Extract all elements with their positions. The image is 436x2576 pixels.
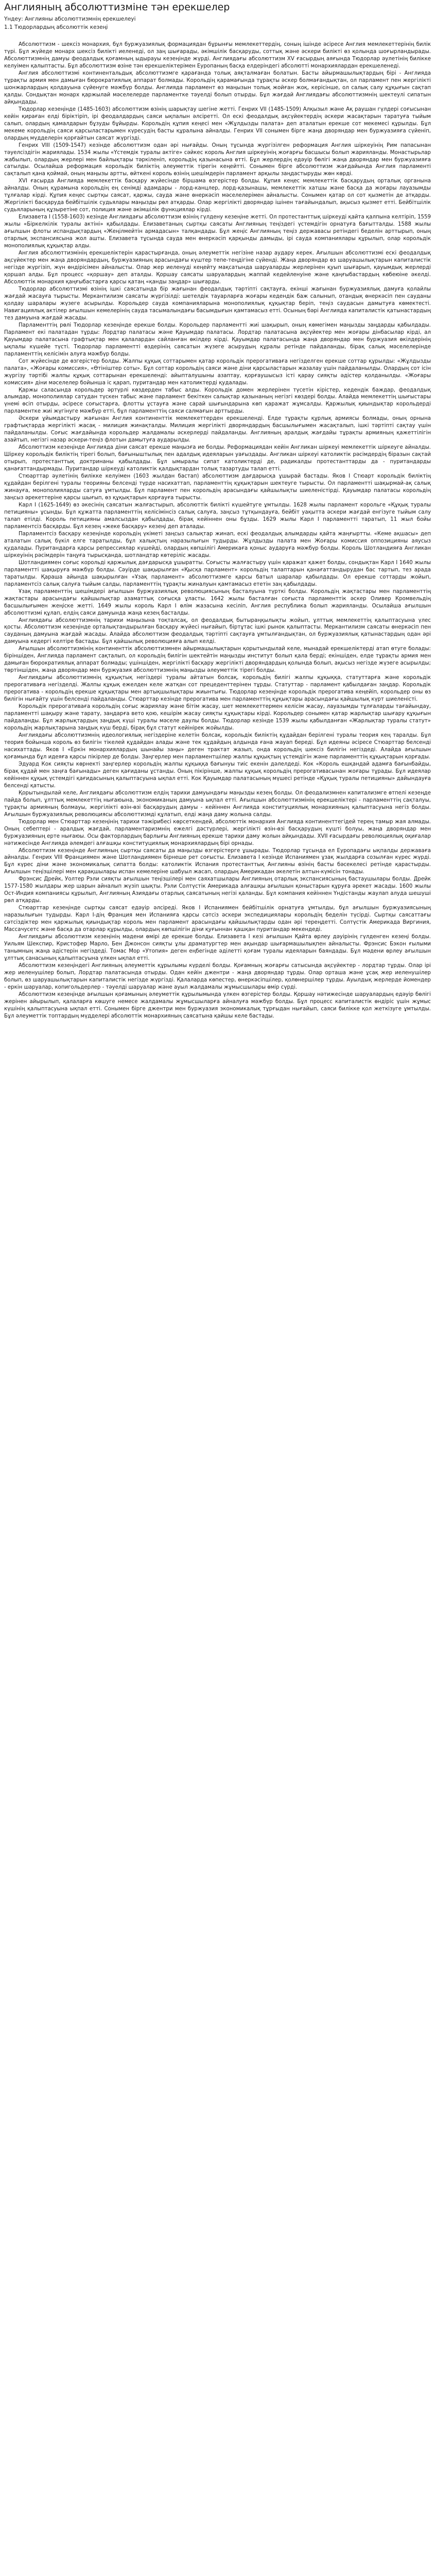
paragraph: Абсолюттизм кезеңіндегі Англияның әлеуметтік құрылымы күрделі болды. Қоғамның жоғарғы сатысында ақсүйектер - лордтар тұрды. Олар ірі жер иеленушілер болып, Лордтар палатасында отырды. Одан кейін джентри - жаңа дворяндар тұрды. Олар орташа және ұсақ жер иеленушілер болып, өз шаруашылықтарын капиталистік негізде жүргізді. Қалаларда көпестер, өнеркәсіпшілер, қолөнершілер тұрды. Ауылдық жерлерде йомендер - еркін шаруалар, копигольдерлер - тәуелді шаруалар және ауыл жалдамалы жұмысшылары өмір сүрді.: [4, 963, 431, 990]
paragraph: Англиядағы абсолюттизмнің идеологиялық негіздеріне келетін болсақ, корольдік биліктің құдайдан берілгені туралы теория кең таралды. Бұл теория бойынша король өз билігін тікелей құдайдан алады және тек құдайдың алдында ғана жауап береді. Бұл идеяны әсіресе Стюарттар белсенді насихаттады. Яков I «Еркін монархиялардың шынайы заңы» деген трактат жазып, онда корольдің шексіз билігін негіздеді. Алайда ағылшын қоғамында бұл идеяға қарсы пікірлер де болды. Заңгерлер мен парламентшілер жалпы құқықтың үстемдігін және парламенттің құқықтарын қорғады.: [4, 733, 431, 760]
paragraph: Абсолюттизм - шексіз монархия, бұл буржуазиялық формациядан бұрынғы мемлекеттердің, соның ішінде әсіресе Англия мемлекеттерінің билік түрі. Бұл жүйеде монарх шексіз билікті иеленеді, ол заң шығарады, әкімшілік басқаруды, соттық және әскери билікті өз қолында шоғырландырады. Абсолюттизмнің дамуы феодалдық қоғамның ыдырауы кезеңінде жүрді. Англиядағы абсолюттизм XV ғасырдың аяғында Тюдорлар әулетінің билікке келуімен қалыптасты. Бұл абсолюттизм өзіне тән ерекшеліктерімен Еуропаның басқа елдеріндегі абсолютті монархиялардан ерекшеленеді.: [4, 42, 431, 69]
paragraph: Генрих VIII (1509-1547) кезінде абсолюттизм одан әрі нығайды. Оның тұсында жүргізілген реформация Англия шіркеуінің Рим папасынан тәуелсіздігін жариялады. 1534 жылы «Үстемдік туралы актіге» сәйкес король Англия шіркеуінің жоғарғы басшысы болып жарияланды. Монастырьлар жабылып, олардың жерлері мен байлықтары тәркіленіп, корольдің қазынасына өтті. Бұл жерлердің едәуір бөлігі жаңа дворяндар мен буржуазияға сатылды. Осылайша реформация корольдік биліктің әлеуметтік тірегін кеңейтті. Сонымен бірге абсолюттизм жағдайында Англия парламенті сақталып қана қоймай, оның маңызы артты, өйткені король өзінің шешімдерін парламент арқылы заңдастыруды жөн көрді.: [4, 142, 431, 177]
paragraph: Әскери ұйымдастыру жағынан Англия континенттік мемлекеттерден ерекшеленді. Елде тұрақты құрлық армиясы болмады, оның орнына графтықтарда жергілікті жасақ - милиция жинақталды. Милиция жергілікті дворяндардың басшылығымен жасақталып, ішкі тәртіпті сақтау үшін пайдаланылды. Соғыс жағдайында корольдер жалдамалы әскерлерді пайдаланды. Англияның аралдық жағдайы тұрақты армияның қажеттілігін азайтып, негізгі назар әскери-теңіз флотын дамытуға аударылды.: [4, 416, 431, 444]
paragraph: Тюдорлар мен Стюарттар кезеңінің тарихи тәжірибесі көрсеткендей, абсолюттік монархия Англияда континенттегідей терең тамыр жая алмады. Оның себептері - аралдық жағдай, парламентаризмнің ежелгі дәстүрлері, жергілікті өзін-өзі басқарудың күшті болуы, жаңа дворяндар мен буржуазияның ерте нығаюы. Осы факторлардың барлығы Англияның ерекше тарихи даму жолын айқындады. XVII ғасырдағы революциялық оқиғалар нәтижесінде Англияда әлемдегі алғашқы конституциялық монархиялардың бірі орнады.: [4, 819, 431, 846]
paragraph: Шотландиямен соғыс корольді қаржылық дағдарысқа ұшыратты. Соғысты жалғастыру үшін қаражат қажет болды, сондықтан Карл I 1640 жылы парламентті шақыруға мәжбүр болды. Сәуірде шақырылған «Қысқа парламент» корольдің талаптарын қанағаттандырудан бас тартып, тез арада таратылды. Қараша айында шақырылған «Ұзақ парламент» абсолюттизмге қарсы батыл шаралар қабылдады. Ол ерекше соттарды жойып, парламентсіз салық салуға тыйым салды, парламенттің тұрақты жиналуын қамтамасыз ететін заң қабылдады.: [4, 560, 431, 587]
paragraph: Абсолюттизм кезеңінде ағылшын қоғамының әлеуметтік құрылымында үлкен өзгерістер болды. Қоршау нәтижесінде шаруалардың едәуір бөлігі жерінен айырылып, қалаларға көшуге немесе жалдамалы жұмысшыларға айналуға мәжбүр болды. Бұл процесс капиталистік өндіріс үшін жұмыс күшінің қалыптасуына ықпал етті. Сонымен бірге джентри мен буржуазия экономикалық тұрғыдан нығайып, саяси билікке қол жеткізуге ұмтылды. Бұл әлеуметтік топтардың мүдделері абсолюттік монархияның саясатына қайшы келе бастады.: [4, 991, 431, 1019]
paragraph: Карл I (1625-1649) өз әкесінің саясатын жалғастырып, абсолюттік билікті күшейтуге ұмтылды. 1628 жылы парламент корольге «Құқық туралы петицияны» ұсынды. Бұл құжатта парламенттің келісімінсіз салық салуға, заңсыз тұтқындауға, бейбіт уақытта әскери жағдай енгізуге тыйым салу талап етілді. Король петицияны амалсыздан қабылдады, бірақ кейіннен оны бұзды. 1629 жылы Карл I парламентті таратып, 11 жыл бойы парламентсіз басқарды. Бұл кезең «жеке басқару» кезеңі деп аталады.: [4, 502, 431, 530]
paragraph: Англия абсолюттизмінің ерекшеліктерін қарастырғанда, оның әлеуметтік негізіне назар аудару керек. Ағылшын абсолюттизмі ескі феодалдық ақсүйектер мен жаңа дворяндардың, буржуазияның арасындағы күштер тепе-теңдігіне сүйенді. Жаңа дворяндар өз шаруашылықтарын капиталистік негізде жүргізіп, жүн өндірісімен айналысты. Олар жер иеленуді кеңейту мақсатында шаруаларды жерлерінен қуып шығарып, қауымдық жерлерді қоршап алды. Бұл процесс «қоршау» деп аталды. Қоршау саясаты шаруалардың жаппай кедейленуіне және қаңғыбастардың көбеюіне әкелді. Абсолюттік монархия қаңғыбастарға қарсы қатаң «қанды заңдар» шығарды.: [4, 250, 431, 285]
paragraph: XVI ғасырда Англияда мемлекеттік басқару жүйесінде біршама өзгерістер болды. Құпия кеңес мемлекеттік басқарудың орталық органына айналды. Оның құрамына корольдің ең сенімді адамдары - лорд-канцлер, лорд-қазынашы, мемлекеттік хатшы және басқа да жоғары лауазымды тұлғалар кірді. Құпия кеңес сыртқы саясат, қаржы, сауда және өнеркәсіп мәселелерімен айналысты. Сонымен қатар ол сот қызметін де атқарды. Жергілікті басқаруда бейбітшілік судьялары маңызды рөл атқарды. Олар жергілікті дворяндар ішінен тағайындалып, ақысыз қызмет етті. Бейбітшілік судьяларының құзыретіне сот, полиция және әкімшілік функциялар кірді.: [4, 178, 431, 213]
document-title: Англияның абсолюттизміне тән ерекшелер: [4, 2, 230, 13]
paragraph: Стюарттар кезеңінде сыртқы саясат едәуір әлсіреді. Яков I Испаниямен бейбітшілік орнатуға ұмтылды, бұл ағылшын буржуазиясының наразылығын тудырды. Карл I-дің Франция мен Испанияға қарсы сәтсіз әскери экспедициялары корольдің беделін түсірді. Сыртқы саясаттағы сәтсіздіктер мен қаржылық қиындықтар король мен парламент арасындағы қайшылықтарды одан әрі тереңдетті. Солтүстік Америкада Виргиния, Массачусетс және басқа да отарлар құрылды, олардың көпшілігін діни қуғыннан қашқан пуритандар мекендеді.: [4, 905, 431, 933]
paragraph: Тюдорлар кезеңінде (1485-1603) абсолюттизм өзінің шарықтау шегіне жетті. Генрих VII (1485-1509) Алқызыл және Ақ раушан гүлдері соғысынан кейін қираған елді біріктіріп, ірі феодалдардың саяси ықпалын әлсіретті. Ол ескі феодалдық ақсүйектердің әскери жасақтарын таратуға тыйым салып, олардың қамалдарын бұзуды бұйырды. Корольдің құпия кеңесі мен «Жұлдызды палата» деп аталатын ерекше сот мекемесі құрылды. Бұл мекеме корольдің саяси қарсыластарымен күресудің басты құралына айналды. Генрих VII сонымен бірге жаңа дворяндар мен буржуазияға сүйеніп, олардың мүдделерін қорғайтын саясат жүргізді.: [4, 106, 431, 141]
paragraph: Англиядағы абсолюттизмнің тарихи маңызына тоқталсақ, ол феодалдық бытыраңқылықты жойып, ұлттық мемлекеттің қалыптасуына үлес қосты. Абсолюттизм кезеңінде орталықтандырылған басқару жүйесі нығайып, біртұтас ішкі рынок қалыптасты. Меркантилизм саясаты өнеркәсіп пен сауданың дамуына жағдай жасады. Алайда абсолюттизм феодалдық тәртіпті сақтауға ұмтылғандықтан, ол буржуазиялық қатынастардың одан әрі дамуына кедергі келтіре бастады. Бұл қайшылық революцияға алып келді.: [4, 617, 431, 645]
paragraph: Корольдік прерогативаға корольдің соғыс жариялау және бітім жасау, шет мемлекеттермен келісім жасау, лауазымды тұлғаларды тағайындау, парламентті шақыру және тарату, заңдарға вето қою, кешірім жасау сияқты құқықтары кірді. Корольдер сонымен қатар жарлықтар шығару құқығын пайдаланды. Бұл жарлықтардың заңдық күші туралы мәселе даулы болды. Тюдорлар кезінде 1539 жылы қабылданған «Жарлықтар туралы статут» корольдің жарлықтарына заңдық күш берді, бірақ бұл статут кейінірек жойылды.: [4, 704, 431, 732]
paragraph: Абсолюттизм кезеңінде Англияда діни саясат ерекше маңызға ие болды. Реформациядан кейін Англикан шіркеуі мемлекеттік шіркеуге айналды. Шіркеу корольдік биліктің тірегі болып, бағыныштылық пен адалдық идеяларын уағыздады. Англикан шіркеуі католиктік рәсімдердің біразын сақтай отырып, протестанттық доктринаны қабылдады. Бұл ымыралы сипат католиктерді де, радикалды протестанттарды да - пуритандарды қанағаттандырмады. Пуритандар шіркеуді католиктік қалдықтардан толық тазартуды талап етті.: [4, 445, 431, 472]
paragraph: Елизавета I (1558-1603) кезінде Англиядағы абсолюттизм өзінің гүлдену кезеңіне жетті. Ол протестанттық шіркеуді қайта қалпына келтіріп, 1559 жылы «Біркелкілік туралы актіні» қабылдады. Елизаветаның сыртқы саясаты Англияның теңіздегі үстемдігін орнатуға бағытталды. 1588 жылы ағылшын флоты испандықтардың «Жеңілмейтін армадасын» талқандады. Бұл жеңіс Англияның теңіз державасы ретіндегі беделін арттырып, оның отарлық экспансиясына жол ашты. Елизавета тұсында сауда мен өнеркәсіп қарқынды дамыды, ірі сауда компаниялары құрылып, олар корольдік монополиялық құқықтар алды.: [4, 214, 431, 249]
paragraph: Англия абсолюттизмі континентальдық абсолюттизмге қарағанда толық аяқталмаған болатын. Басты айырмашылықтардың бірі - Англияда тұрақты армия мен дамыған бюрократиялық аппарат болмады. Корольдің қарамағында тұрақты әскер болмағандықтан, ол парламент пен жергілікті шонжарлардың қолдауына сүйенуге мәжбүр болды. Англияда парламент өз маңызын толық жойған жоқ, керісінше, ол салық салу құқығын сақтап қалды. Сондықтан монарх қаржылай мәселелерде парламентке тәуелді болып отырды. Бұл жағдай Англиядағы абсолюттизмнің шектеулі сипатын айқындады.: [4, 70, 431, 105]
document-body: [4, 41, 431, 1020]
paragraph: Англиядағы абсолюттизм кезеңінің мәдени өмірі де ерекше болды. Елизавета I кезі ағылшын Қайта өрлеу дәуірінің гүлденген кезеңі болды. Уильям Шекспир, Кристофер Марло, Бен Джонсон сияқты ұлы драматургтер мен ақындар шығармашылықпен айналысты. Фрэнсис Бэкон ғылыми танымның жаңа әдістерін негіздеді. Томас Мор «Утопия» деген еңбегінде әділетті қоғам туралы идеяларын баяндады. Бұл мәдени өрлеу ағылшын ұлттық санасының қалыптасуына үлкен ықпал етті.: [4, 934, 431, 962]
paragraph: Парламенттің рөлі Тюдорлар кезеңінде ерекше болды. Корольдер парламентті жиі шақырып, оның көмегімен маңызды заңдарды қабылдады. Парламент екі палатадан тұрды: Лордтар палатасы және Қауымдар палатасы. Лордтар палатасына ақсүйектер мен жоғары дінбасылар кірді, ал Қауымдар палатасына графтықтар мен қалалардан сайланған өкілдер кірді. Қауымдар палатасында жаңа дворяндар мен буржуазия өкілдерінің ықпалы күшейе түсті. Тюдорлар парламентті өздерінің саясатын жүзеге асырудың құралы ретінде пайдаланды, бірақ салық мәселелерінде парламенттің келісімін алуға мәжбүр болды.: [4, 322, 431, 357]
paragraph: Ұзақ парламенттің шешімдері ағылшын буржуазиялық революциясының басталуына түрткі болды. Корольдің жақтастары мен парламенттің жақтастары арасындағы қайшылықтар азаматтық соғысқа ұласты. 1642 жылы басталған соғыста парламенттік әскер Оливер Кромвельдің басшылығымен жеңіске жетті. 1649 жылы король Карл I өлім жазасына кесіліп, Англия республика болып жарияланды. Осылайша ағылшын абсолюттизмі құлап, елдің саяси дамуында жаңа кезең басталды.: [4, 588, 431, 616]
paragraph: Тюдорлар абсолюттизмі өзінің ішкі саясатында бір жағынан феодалдық тәртіпті сақтауға, екінші жағынан буржуазиялық дамуға қолайлы жағдай жасауға тырысты. Меркантилизм саясаты жүргізілді: шетелдік тауарларға жоғары кедендік баж салынып, отандық өнеркәсіп пен сауданы қолдау шаралары жүзеге асырылды. Корольдер сауда компанияларына монополиялық құқықтар беріп, теңіз саудасын дамытуға көмектесті. Навигациялық актілер ағылшын кемелерінің сауда тасымалындағы басымдығын қамтамасыз етті. Осының бәрі Англияда капиталистік қатынастардың тез дамуына жағдай жасады.: [4, 286, 431, 321]
paragraph: Англиядағы абсолюттизмнің құқықтық негіздері туралы айтатын болсақ, корольдің билігі жалпы құқыққа, статуттарға және корольдік прерогативаға негізделді. Жалпы құқық ежелден келе жатқан сот прецеденттерінен тұрды. Статуттар - парламент қабылдаған заңдар. Корольдік прерогатива - корольдің ерекше құқықтары мен артықшылықтары жиынтығы. Тюдорлар кезеңінде корольдік прерогатива кеңейіп, корольдер оны өз билігін нығайту үшін белсенді пайдаланды. Стюарттар кезінде прерогатива мен парламенттің құқықтары арасындағы қайшылық күрт шиеленісті.: [4, 675, 431, 703]
breadcrumb: Үндеу: Англияны абсолюттизмнің ерекшелеуі: [4, 16, 136, 22]
toc-entry: 1.1 Тюдорлардың абсолюттік кезеңі: [4, 24, 108, 30]
paragraph: Стюарттар әулетінің билікке келуімен (1603 жылдан бастап) абсолюттизм дағдарысқа ұшырай бастады. Яков I Стюарт корольдік биліктің құдайдан берілгені туралы теорияны белсенді түрде насихаттап, парламенттің құқықтарын шектеуге тырысты. Ол парламентті шақырмай-ақ салық жинауға, монополияларды сатуға ұмтылды. Бұл парламент пен корольдің арасындағы қайшылықты шиеленістірді. Қауымдар палатасы корольдің заңсыз әрекеттеріне қарсы шығып, өз құқықтарын қорғауға тырысты.: [4, 473, 431, 501]
paragraph: Фрэнсис Дрейк, Уолтер Рэли сияқты ағылшын теңізшілері мен саяхатшылары Англияның отарлық экспансиясының бастаушылары болды. Дрейк 1577-1580 жылдары жер шарын айналып жүзіп шықты. Рэли Солтүстік Америкада алғашқы ағылшын қоныстарын құруға әрекет жасады. 1600 жылы Ост-Индия компаниясы құрылып, Англияның Азиядағы отарлық саясатының негізі қаланды. Бұл компания кейіннен Үндістанды жаулап алуда шешуші рөл атқарды.: [4, 876, 431, 904]
paragraph: Ағылшын абсолюттизмінің континенттік абсолюттизмнен айырмашылықтарын қорытындылай келе, мынадай ерекшеліктерді атап өтуге болады: біріншіден, Англияда парламент сақталып, ол корольдің билігін шектейтін маңызды институт болып қала берді; екіншіден, елде тұрақты армия мен дамыған бюрократиялық аппарат болмады; үшіншіден, жергілікті басқару жергілікті дворяндардың қолында болып, ақысыз негізде жүзеге асырылды; төртіншіден, жаңа дворяндар мен буржуазия абсолюттизмнің маңызды әлеуметтік тірегі болды.: [4, 646, 431, 674]
paragraph: Сот жүйесінде де өзгерістер болды. Жалпы құқық соттарымен қатар корольдік прерогативаға негізделген ерекше соттар құрылды: «Жұлдызды палата», «Жоғары комиссия», «Өтініштер соты». Бұл соттар корольдің саяси және діни қарсыластарын жазалау үшін пайдаланылды. Олардың сот ісін жүргізу тәртібі жалпы құқық соттарынан ерекшеленді: айыпталушыны азаптау, қорғаушысыз істі қарау сияқты әдістер қолданылды. «Жоғары комиссия» діни мәселелер бойынша іс қарап, пуритандар мен католиктерді қудалады.: [4, 358, 431, 386]
paragraph: Эдуард Кок сияқты көрнекті заңгерлер корольдің жалпы құқыққа бағынуы тиіс екенін дәлелдеді. Кок «Король ешқандай адамға бағынбайды, бірақ құдай мен заңға бағынады» деген қағиданы ұстанды. Оның пікірінше, жалпы құқық корольдің прерогативасынан жоғары тұрады. Бұл идеялар кейіннен құқық үстемдігі қағидасының қалыптасуына ықпал етті. Кок Қауымдар палатасының мүшесі ретінде «Құқық туралы петицияны» дайындауға белсенді қатысты.: [4, 761, 431, 789]
paragraph: Парламентсіз басқару кезеңінде корольдің үкіметі заңсыз салықтар жинап, ескі феодалдық алымдарды қайта жаңғыртты. «Кеме ақшасы» деп аталатын салық бүкіл елге таратылды, бұл халықтың наразылығын тудырды. Жұлдызды палата мен Жоғары комиссия оппозицияны аяусыз қудалады. Пуритандарға қарсы репрессиялар күшейді, олардың көпшілігі Америкаға қоныс аударуға мәжбүр болды. Король Шотландияға Англикан шіркеуінің рәсімдерін таңуға тырысқанда, шотландтар көтеріліс жасады.: [4, 531, 431, 558]
paragraph: Қаржы саласында корольдер әртүрлі көздерден табыс алды. Корольдік домен жерлерінен түсетін кірістер, кедендік баждар, феодалдық алымдар, монополиялар сатудан түскен табыс және парламент бекіткен салықтар қазынаның негізгі көздері болды. Алайда мемлекеттің шығыстары үнемі өсіп отырды, әсіресе соғыстарға, флотты ұстауға және сарай шығындарына көп қаражат жұмсалды. Қаржылық қиындықтар корольдерді парламентке жиі жүгінуге мәжбүр етті, бұл парламенттің саяси салмағын арттырды.: [4, 387, 431, 415]
paragraph: Қорытындылай келе, Англиядағы абсолюттизм елдің тарихи дамуындағы маңызды кезең болды. Ол феодализмнен капитализмге өтпелі кезеңде пайда болып, ұлттық мемлекеттің нығаюына, экономиканың дамуына ықпал етті. Ағылшын абсолюттизмінің ерекшеліктері - парламенттің сақталуы, тұрақты армияның болмауы, жергілікті өзін-өзі басқарудың дамуы - кейіннен Англияда конституциялық монархияның қалыптасуына негіз болды. Ағылшын буржуазиялық революциясы абсолюттизмді құлатып, елді жаңа даму жолына салды.: [4, 790, 431, 818]
paragraph: Абсолюттизм кезеңінде Англияның сыртқы саясаты да маңызды өзгерістерге ұшырады. Тюдорлар тұсында ел Еуропадағы ықпалды державаға айналды. Генрих VIII Франциямен және Шотландиямен бірнеше рет соғысты. Елизавета I кезінде Испаниямен ұзақ жылдарға созылған күрес жүрді. Бұл күрес діни және экономикалық сипатта болды: католиктік Испания протестанттық Англияны өзінің басты бәсекелесі ретінде қарастырды. Ағылшын теңізшілері мен қарақшылары испан кемелеріне шабуыл жасап, олардың Америкадан әкелетін алтын-күмісін тонады.: [4, 848, 431, 875]
